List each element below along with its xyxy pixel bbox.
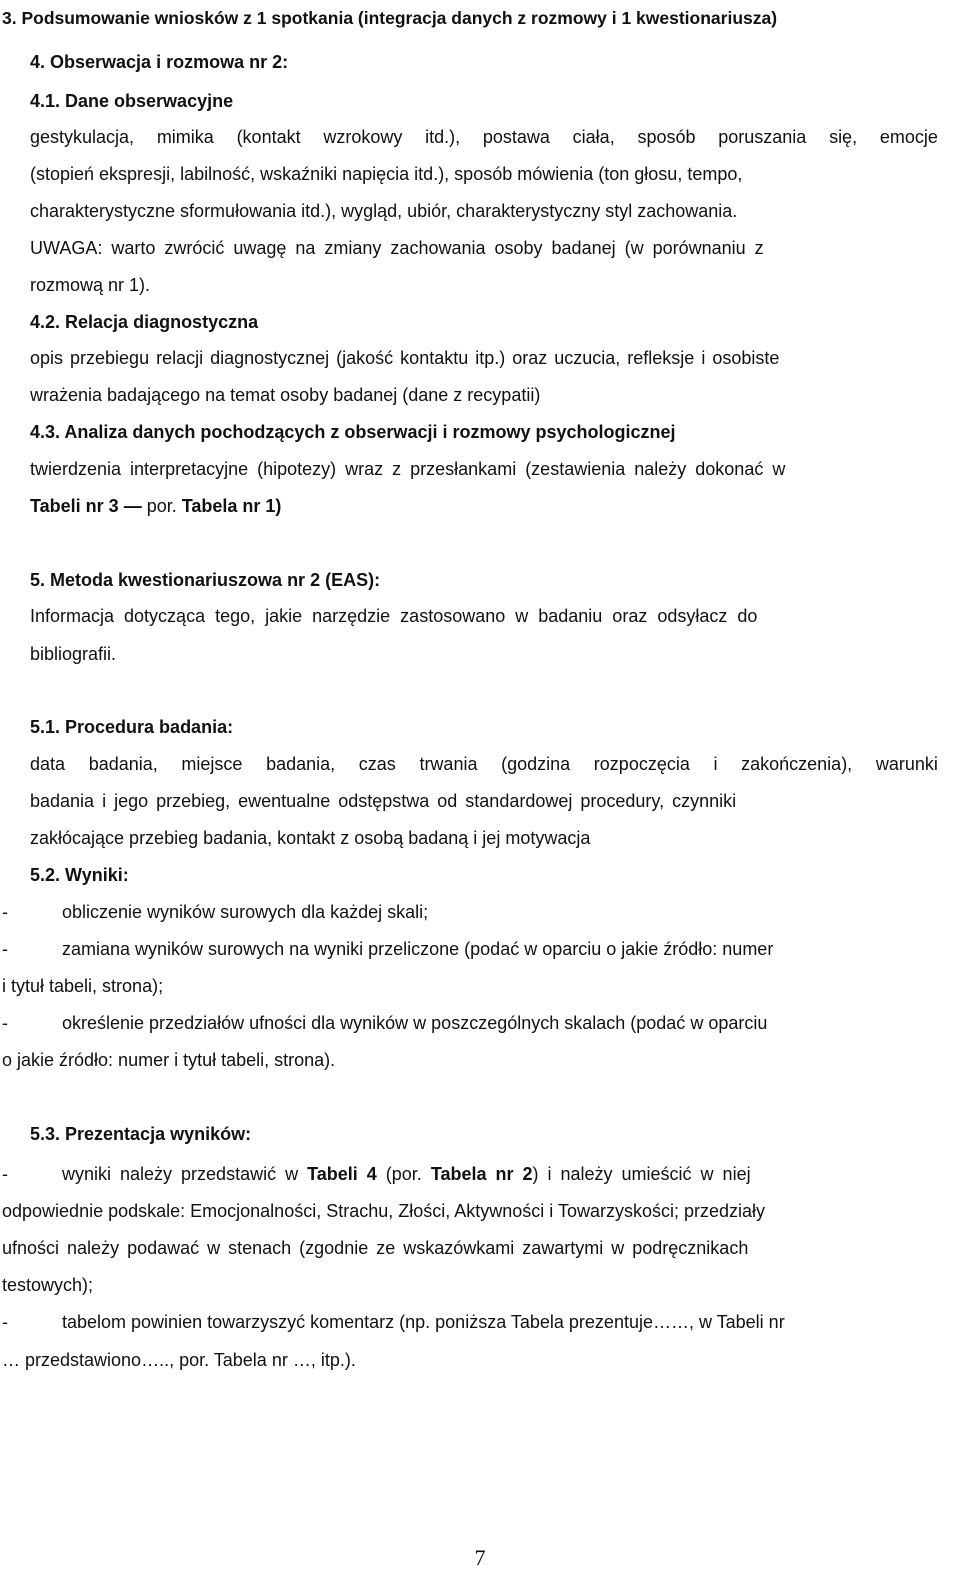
line-text: (stopień ekspresji, labilność, wskaźniki napięcia itd.), sposób mówienia (ton głosu, tempo, [30, 164, 743, 184]
results-list-item [2, 900, 428, 924]
word: badania, [88, 754, 158, 774]
word: trwania [419, 754, 478, 774]
line-text: por. [141, 496, 182, 516]
bullet-dash: - [2, 1312, 8, 1332]
presentation-list-item [2, 1162, 938, 1186]
section-3-heading: 3. Podsumowanie wniosków z 1 spotkania (integracja danych z rozmowy i 1 kwestionariusza) [2, 8, 778, 28]
section-5-1-heading: 5.1. Procedura badania: [30, 717, 234, 737]
section-5-1-line [30, 752, 938, 776]
section-4-2-heading: 4.2. Relacja diagnostyczna [30, 312, 259, 332]
bullet-dash: - [2, 1164, 8, 1184]
section-4-1-line: charakterystyczne sformułowania itd.), wygląd, ubiór, charakterystyczny styl zachowania. [30, 201, 738, 221]
word: poruszania [718, 127, 807, 147]
section-4-2-line: opis przebiegu relacji diagnostycznej (jakość kontaktu itp.) oraz uczucia, refleksje i osobiste [30, 348, 780, 368]
word: (kontakt [236, 127, 301, 147]
word: itd.), [425, 127, 461, 147]
list-item-text: zamiana wyników surowych na wyniki przeliczone (podać w oparciu o jakie źródło: numer [62, 939, 774, 959]
section-4-heading: 4. Obserwacja i rozmowa nr 2: [30, 52, 289, 72]
bullet-dash: - [2, 939, 8, 959]
bullet-dash: - [2, 902, 8, 922]
word: mimika [156, 127, 214, 147]
table-ref: Tabela nr 2 [430, 1164, 533, 1184]
section-4-3-heading: 4.3. Analiza danych pochodzących z obserwacji i rozmowy psychologicznej [30, 422, 676, 442]
section-5-2-heading: 5.2. Wyniki: [30, 865, 129, 885]
section-4-3-line: twierdzenia interpretacyjne (hipotezy) wraz z przesłankami (zestawienia należy dokonać w [30, 459, 786, 479]
section-5-line: Informacja dotycząca tego, jakie narzędzie zastosowano w badaniu oraz odsyłacz do [30, 606, 758, 626]
table-ref: Tabeli nr 3 — [30, 496, 142, 516]
word: i [713, 754, 718, 774]
text-run: (por. [376, 1164, 431, 1184]
list-item-continuation: … przedstawiono….., por. Tabela nr …, itp.). [2, 1350, 356, 1370]
section-4-3-line [30, 494, 281, 518]
list-item-continuation: testowych); [2, 1275, 94, 1295]
word: warunki [875, 754, 938, 774]
list-item-text: określenie przedziałów ufności dla wyników w poszczególnych skalach (podać w oparciu [62, 1013, 768, 1033]
section-4-1-note: UWAGA: warto zwrócić uwagę na zmiany zachowania osoby badanej (w porównaniu z [30, 238, 764, 258]
list-item-continuation: ufności należy podawać w stenach (zgodnie ze wskazówkami zawartymi w podręcznikach [2, 1238, 749, 1258]
list-item-continuation: i tytuł tabeli, strona); [2, 976, 164, 996]
word: ciała, [572, 127, 615, 147]
section-5-line: bibliografii. [30, 644, 117, 664]
word: zakończenia), [741, 754, 853, 774]
list-item-continuation: o jakie źródło: numer i tytuł tabeli, strona). [2, 1050, 336, 1070]
word: czas [358, 754, 396, 774]
word: miejsce [181, 754, 243, 774]
word: sposób [637, 127, 696, 147]
word: gestykulacja, [30, 127, 135, 147]
list-item-text: tabelom powinien towarzyszyć komentarz (np. poniższa Tabela prezentuje……, w Tabeli nr [62, 1312, 785, 1332]
results-list-item [2, 1011, 767, 1035]
word: data [30, 754, 66, 774]
word: się, [829, 127, 858, 147]
section-5-1-line: zakłócające przebieg badania, kontakt z osobą badaną i jej motywacja [30, 828, 591, 848]
word: wzrokowy [323, 127, 403, 147]
text-run: wyniki należy przedstawić w [62, 1164, 308, 1184]
results-list-item [2, 937, 773, 961]
list-item-text: obliczenie wyników surowych dla każdej skali; [62, 902, 429, 922]
section-5-heading: 5. Metoda kwestionariuszowa nr 2 (EAS): [30, 570, 381, 590]
word: emocje [879, 127, 938, 147]
text-run: ) i należy umieścić w niej [532, 1164, 751, 1184]
list-item-text [62, 1162, 751, 1186]
section-4-2-line: wrażenia badającego na temat osoby badanej (dane z recypatii) [30, 385, 541, 405]
list-item-continuation: odpowiednie podskale: Emocjonalności, Strachu, Złości, Aktywności i Towarzyskości; przedziały [2, 1201, 766, 1221]
section-4-1-heading: 4.1. Dane obserwacyjne [30, 91, 234, 111]
bullet-dash: - [2, 1013, 8, 1033]
page-number: 7 [474, 1545, 486, 1570]
word: postawa [482, 127, 550, 147]
table-ref: Tabeli 4 [307, 1164, 377, 1184]
section-4-1-line [30, 162, 938, 186]
word: rozpoczęcia [593, 754, 690, 774]
section-4-1-line [30, 125, 938, 149]
section-4-1-note: rozmową nr 1). [30, 275, 151, 295]
word: badania, [266, 754, 336, 774]
section-5-3-heading: 5.3. Prezentacja wyników: [30, 1124, 252, 1144]
table-ref: Tabela nr 1) [181, 496, 282, 516]
section-5-1-line: badania i jego przebieg, ewentualne odstępstwa od standardowej procedury, czynniki [30, 791, 737, 811]
word: (godzina [501, 754, 571, 774]
presentation-list-item [2, 1310, 785, 1334]
